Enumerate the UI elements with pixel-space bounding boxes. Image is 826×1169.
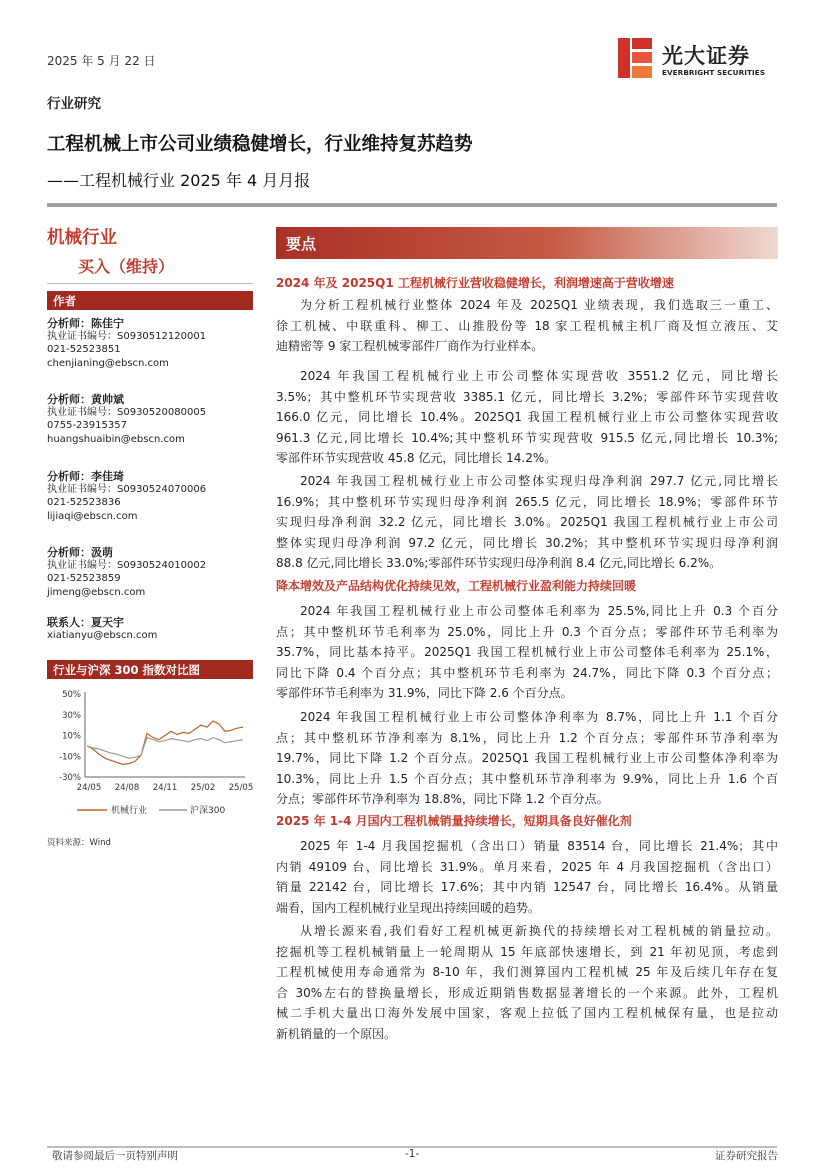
company-logo <box>618 38 778 80</box>
text-line: 点；其中整机环节毛利率为 25.0%，同比上升 0.3 个百分点；零部件环节毛利率为 <box>276 624 778 639</box>
analyst-phone: 0755-23915357 <box>47 420 127 432</box>
text-line: 零部件环节实现营收 45.8 亿元，同比增长 14.2%。 <box>276 451 557 465</box>
x-tick-label: 25/02 <box>190 783 216 793</box>
legend-label: 沪深300 <box>190 806 226 816</box>
chart-source: 资料来源：Wind <box>47 838 111 848</box>
page-number: -1- <box>405 1148 420 1160</box>
legend-label: 机械行业 <box>111 806 148 816</box>
x-tick-label: 24/08 <box>114 783 140 793</box>
analyst-card <box>47 393 206 446</box>
text-line: 分点；零部件环节净利率为 18.8%，同比下降 1.2 个百分点。 <box>276 792 609 806</box>
analyst-card <box>47 470 206 523</box>
section-heading: 2024 年及 2025Q1 工程机械行业营收稳健增长，利润增速高于营收增速 <box>276 276 674 290</box>
text-line: 35.7%，同比基本持平。2025Q1 我国工程机械行业上市公司整体毛利率为 25.1%， <box>276 645 778 659</box>
text-line: 合 30%左右的替换量增长，形成近期销售数据显著增长的一个来源。此外，工程机 <box>276 985 778 1000</box>
section-heading: 2025 年 1-4 月国内工程机械销量持续增长，短期具备良好催化剂 <box>276 814 632 828</box>
text-line: 徐工机械、中联重科、柳工、山推股份等 18 家工程机械主机厂商及恒立液压、艾 <box>276 318 778 333</box>
series-line <box>87 738 243 759</box>
text-line: 整体实现归母净利润 97.2 亿元，同比增长 30.2%；其中整机环节实现归母净利润 <box>276 535 778 550</box>
text-line: 2024 年我国工程机械行业上市公司整体净利率为 8.7%，同比上升 1.1 个百分 <box>300 710 778 724</box>
report-date: 2025 年 5 月 22 日 <box>47 54 156 68</box>
analyst-email[interactable]: jimeng@ebscn.com <box>47 586 146 598</box>
y-tick-label: -10% <box>59 752 81 763</box>
header-divider <box>47 203 777 207</box>
text-line: 同比下降 0.4 个百分点；其中整机环节毛利率为 24.7%，同比下降 0.3 个百分点； <box>276 665 778 680</box>
y-tick-label: 10% <box>62 731 81 742</box>
analyst-email[interactable]: chenjianing@ebscn.com <box>47 357 169 369</box>
report-title: 工程机械上市公司业绩稳健增长，行业维持复苏趋势 <box>47 134 473 155</box>
analyst-email[interactable]: huangshuaibin@ebscn.com <box>47 433 185 445</box>
series-line <box>87 721 243 765</box>
text-line: 2024 年我国工程机械行业上市公司整体实现归母净利润 297.7 亿元,同比增长 <box>300 474 778 488</box>
logo-mark-icon <box>618 38 652 78</box>
y-tick-label: 30% <box>62 710 81 721</box>
x-tick-label: 24/05 <box>76 783 102 793</box>
rating-label: 买入（维持） <box>78 257 175 276</box>
analyst-phone: 021-52523859 <box>47 573 121 585</box>
text-line: 88.8 亿元,同比增长 33.0%;零部件环节实现归母净利润 8.4 亿元,同比增长 6.2%。 <box>276 556 722 570</box>
text-line: 点；其中整机环节净利率为 8.1%，同比上升 1.2 个百分点；零部件环节净利率为 <box>276 730 778 745</box>
analyst-license: 执业证书编号：S0930524010002 <box>47 560 207 572</box>
contact-email[interactable]: xiatianyu@ebscn.com <box>47 630 158 642</box>
text-line: 10.3%，同比上升 1.5 个百分点；其中整机环节净利率为 9.9%，同比上升 1.6 个百 <box>276 771 778 786</box>
text-line: 3.5%；其中整机环节实现营收 3385.1 亿元，同比增长 3.2%；零部件环节实现营收 <box>276 389 778 404</box>
analyst-name: 分析师：陈佳宁 <box>47 317 124 330</box>
paragraph <box>276 366 778 469</box>
section-heading: 降本增效及产品结构优化持续见效，工程机械行业盈利能力持续回暖 <box>276 579 637 593</box>
x-tick-label: 25/05 <box>228 783 254 793</box>
analyst-name: 分析师：李佳琦 <box>47 470 124 483</box>
text-line: 166.0 亿元，同比增长 10.4%。2025Q1 我国工程机械行业上市公司整体实现营收 <box>276 410 778 424</box>
text-line: 迪精密等 9 家工程机械零部件厂商作为行业样本。 <box>276 339 544 353</box>
text-line: 实现归母净利润 32.2 亿元，同比增长 3.0%。2025Q1 我国工程机械行业上市公司 <box>276 515 778 529</box>
analyst-license: 执业证书编号：S0930520080005 <box>47 407 207 419</box>
logo-name-cn: 光大证券 <box>662 44 750 68</box>
text-line: 端看，国内工程机械行业呈现出持续回暖的趋势。 <box>276 900 541 915</box>
report-subtitle: ——工程机械行业 2025 年 4 月月报 <box>47 171 311 190</box>
analyst-name: 分析师：黄帅斌 <box>47 393 124 406</box>
contact-name: 联系人：夏天宇 <box>47 616 124 629</box>
text-line: 工程机械使用寿命通常为 8-10 年，我们测算国内工程机械 25 年及后续几年存在复 <box>276 965 778 979</box>
text-line: 挖掘机等工程机械销量上一轮周期从 15 年底部快速增长，到 21 年初见顶，考虑到 <box>276 944 778 959</box>
sector-name: 机械行业 <box>47 228 117 248</box>
paragraph <box>276 295 778 357</box>
paragraph <box>276 601 778 704</box>
paragraph <box>276 921 778 1044</box>
contact-card <box>47 616 157 642</box>
key-points-label: 要点 <box>286 235 317 253</box>
text-line: 械二手机大量出口海外发展中国家，客观上拉低了国内工程机械保有量，也是拉动 <box>276 1006 778 1020</box>
text-line: 为分析工程机械行业整体 2024 年及 2025Q1 业绩表现，我们选取三一重工、 <box>300 298 778 312</box>
text-line: 2025 年 1-4 月我国挖掘机（含出口）销量 83514 台，同比增长 21.4%；其中 <box>300 839 778 853</box>
key-points-banner <box>276 227 778 259</box>
text-line: 961.3 亿元,同比增长 10.4%;其中整机环节实现营收 915.5 亿元,同比增长 10.3%; <box>276 430 778 445</box>
index-comparison-chart <box>47 682 257 822</box>
y-tick-label: 50% <box>62 690 81 700</box>
footer-report-type: 证券研究报告 <box>715 1150 778 1162</box>
text-line: 19.7%，同比下降 1.2 个百分点。2025Q1 我国工程机械行业上市公司整体净利率为 <box>276 751 778 765</box>
x-tick-label: 24/11 <box>152 783 178 793</box>
logo-name-en: EVERBRIGHT SECURITIES <box>662 68 766 77</box>
analyst-email[interactable]: lijiaqi@ebscn.com <box>47 510 138 522</box>
analyst-card <box>47 317 206 370</box>
chart-svg <box>47 682 257 822</box>
analyst-license: 执业证书编号：S0930524070006 <box>47 484 207 496</box>
analyst-name: 分析师：汲萌 <box>47 546 113 559</box>
text-line: 销量 22142 台，同比增长 17.6%；其中内销 12547 台，同比增长 16.4%。从销量 <box>276 880 778 894</box>
text-line: 2024 年我国工程机械行业上市公司整体实现营收 3551.2 亿元，同比增长 <box>300 369 778 383</box>
paragraph <box>276 471 778 574</box>
report-category: 行业研究 <box>47 96 101 112</box>
paragraph <box>276 707 778 810</box>
analyst-card <box>47 546 206 599</box>
footer-disclaimer[interactable]: 敬请参阅最后一页特别声明 <box>52 1150 178 1162</box>
y-tick-label: -30% <box>59 773 81 783</box>
analyst-phone: 021-52523851 <box>47 344 121 356</box>
text-line: 16.9%；其中整机环节实现归母净利润 265.5 亿元，同比增长 18.9%；零部件环节 <box>276 494 778 509</box>
text-line: 内销 49109 台，同比增长 31.9%。单月来看，2025 年 4 月我国挖掘机（含出口） <box>276 859 778 874</box>
sidebar-divider <box>47 283 253 284</box>
paragraph <box>276 836 778 918</box>
chart-heading: 行业与沪深 300 指数对比图 <box>47 660 253 679</box>
analyst-license: 执业证书编号：S0930512120001 <box>47 331 207 343</box>
text-line: 从增长源来看,我们看好工程机械更新换代的持续增长对工程机械的销量拉动。 <box>300 924 778 938</box>
text-line: 零部件环节毛利率为 31.9%，同比下降 2.6 个百分点。 <box>276 686 573 700</box>
authors-heading: 作者 <box>47 291 253 310</box>
text-line: 2024 年我国工程机械行业上市公司整体毛利率为 25.5%,同比上升 0.3 个百分 <box>300 604 778 618</box>
analyst-phone: 021-52523836 <box>47 497 121 509</box>
text-line: 新机销量的一个原因。 <box>276 1026 397 1041</box>
